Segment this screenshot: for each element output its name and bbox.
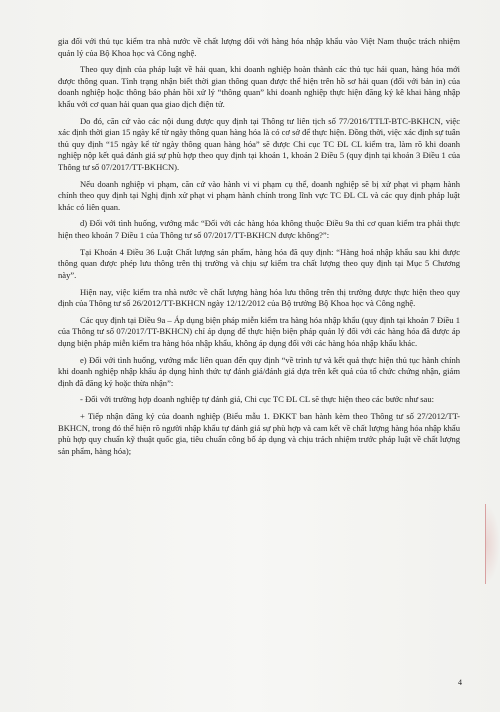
paragraph-3: Do đó, căn cứ vào các nội dung được quy định tại Thông tư liên tịch số 77/2016/TTLT-BTC-BKHCN, việc xác định thời gian 15 ngày kể từ ngày thông quan hàng hóa là có cơ sở để thực hiện. Đồng thời, việc xác định sự tuân thủ quy định “15 ngày kể từ ngày thông quan hàng hóa” sẽ được Chi cục TC ĐL CL kiểm tra, làm rõ khi doanh nghiệp nộp kết quả đánh giá sự phù hợp theo quy định tại khoản 1, khoản 2 Điều 5 (quy định tại khoản 3 Điều 1 của Thông tư số 07/2017/TT-BKHCN).: [58, 115, 460, 172]
paragraph-4: Nếu doanh nghiệp vi phạm, căn cứ vào hành vi vi phạm cụ thể, doanh nghiệp sẽ bị xử phạt vi phạm hành chính theo quy định tại Nghị định xử phạt vi phạm hành chính trong lĩnh vực TC ĐL CL và các quy định pháp luật khác có liên quan.: [58, 178, 460, 212]
paragraph-7: Hiện nay, việc kiểm tra nhà nước về chất lượng hàng hóa lưu thông trên thị trường được thực hiện theo quy định của Thông tư số 26/2012/TT-BKHCN ngày 12/12/2012 của Bộ trưởng Bộ Khoa học và Công nghệ.: [58, 286, 460, 309]
paragraph-8: Các quy định tại Điều 9a – Áp dụng biện pháp miễn kiểm tra hàng hóa nhập khẩu (quy định tại khoản 7 Điều 1 của Thông tư số 07/2017/TT-BKHCN) chỉ áp dụng để thực hiện biện pháp quản lý đối với các hàng hóa đã được áp dụng biện pháp miễn kiểm tra hàng hóa nhập khẩu, không áp dụng đối với các hàng hóa nhập khẩu khác.: [58, 314, 460, 348]
paragraph-6: Tại Khoản 4 Điều 36 Luật Chất lượng sản phẩm, hàng hóa đã quy định: “Hàng hoá nhập khẩu sau khi được thông quan được phép lưu thông trên thị trường và chịu sự kiểm tra chất lượng theo quy định tại Mục 5 Chương này”.: [58, 246, 460, 280]
seal-edge: [485, 504, 500, 584]
paragraph-10: - Đối với trường hợp doanh nghiệp tự đánh giá, Chi cục TC ĐL CL sẽ thực hiện theo các bước như sau:: [80, 394, 435, 405]
paragraph-5: d) Đối với tình huống, vướng mắc “Đối với các hàng hóa không thuộc Điều 9a thì cơ quan kiểm tra phải thực hiện theo khoản 7 Điều 1 của Thông tư số 07/2017/TT-BKHCN được không?”:: [58, 218, 460, 240]
paragraph-2: Theo quy định của pháp luật về hải quan, khi doanh nghiệp hoàn thành các thủ tục hải quan, hàng hóa mới được thông quan. Tình trạng nhận biết thời gian thông quan được thể hiện trên hồ sơ hải quan (đối với bản in) của doanh nghiệp hoặc thông báo phản hồi xử lý “thông quan” khi doanh nghiệp thực hiện đăng ký kê khai hàng nhập khẩu với cơ quan hải quan qua giao dịch điện tử.: [58, 64, 460, 109]
page-number: 4: [458, 678, 462, 687]
paragraph-1: gia đối với thủ tục kiểm tra nhà nước về chất lượng đối với hàng hóa nhập khẩu vào Việt Nam thuộc trách nhiệm quản lý của Bộ Khoa học và Công nghệ.: [58, 36, 460, 58]
paragraph-9: e) Đối với tình huống, vướng mắc liên quan đến quy định “về trình tự và kết quả thực hiện thủ tục hành chính khi doanh nghiệp nhập khẩu áp dụng hình thức tự đánh giá/đánh giá dựa trên kết quả của tổ chức chứng nhận, giám định đã đăng ký hoặc thừa nhận”:: [58, 354, 460, 388]
paragraph-11: + Tiếp nhận đăng ký của doanh nghiệp (Biểu mẫu 1. ĐKKT ban hành kèm theo Thông tư số 27/2012/TT-BKHCN, trong đó thể hiện rõ người nhập khẩu tự đánh giá sự phù hợp và cam kết về chất lượng hàng hóa nhập khẩu phù hợp quy chuẩn kỹ thuật quốc gia, tiêu chuẩn công bố áp dụng và chịu trách nhiệm trước pháp luật về chất lượng sản phẩm, hàng hóa);: [58, 411, 460, 456]
